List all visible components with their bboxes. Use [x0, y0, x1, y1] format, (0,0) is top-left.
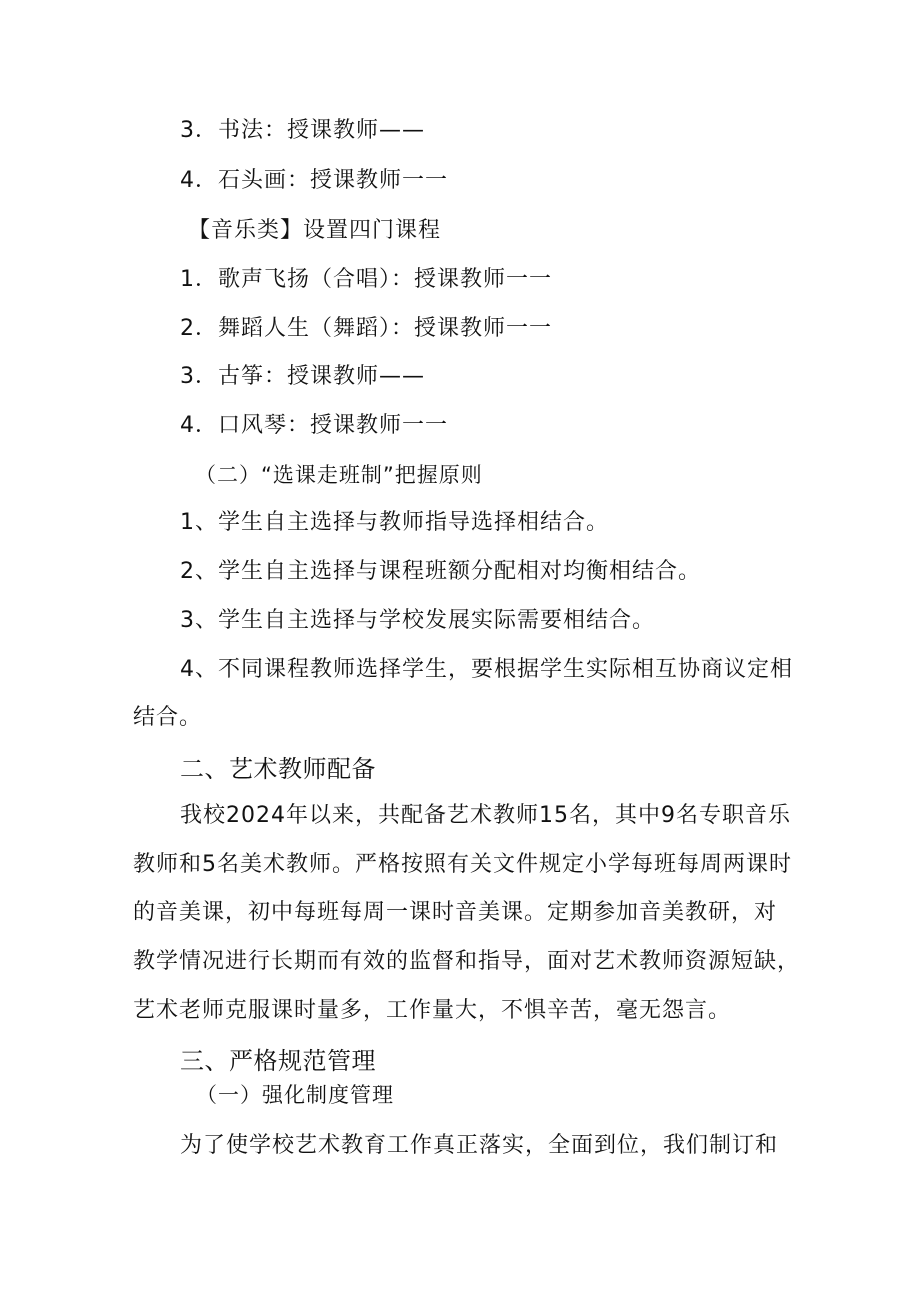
section-2-heading: 二、艺术教师配备 — [180, 755, 376, 783]
principle-item-4-line-1: 4、不同课程教师选择学生，要根据学生实际相互协商议定相 — [180, 657, 793, 682]
section-2-line-3: 的音美课，初中每班每周一课时音美课。定期参加音美教研，对 — [133, 900, 778, 925]
section-2-line-1: 我校2024年以来，共配备艺术教师15名，其中9名专职音乐 — [180, 803, 791, 828]
section-2-line-5: 艺术老师克服课时量多，工作量大，不惧辛苦，毫无怨言。 — [133, 998, 732, 1023]
principles-heading: （二）“选课走班制”把握原则 — [195, 463, 483, 487]
section-2-line-2: 教师和5名美术教师。严格按照有关文件规定小学每班每周两课时 — [133, 852, 792, 877]
art-course-item-3: 3．书法：授课教师—— — [180, 118, 425, 143]
principle-item-2: 2、学生自主选择与课程班额分配相对均衡相结合。 — [180, 559, 701, 584]
music-course-item-1: 1．歌声飞扬（合唱）：授课教师一一 — [180, 267, 552, 292]
music-course-item-4: 4．口风琴：授课教师一一 — [180, 413, 448, 438]
principle-item-3: 3、学生自主选择与学校发展实际需要相结合。 — [180, 608, 655, 633]
section-2-line-4: 教学情况进行长期而有效的监督和指导，面对艺术教师资源短缺， — [133, 949, 801, 974]
music-category-intro: 【音乐类】设置四门课程 — [188, 218, 442, 243]
section-3-line-1: 为了使学校艺术教育工作真正落实，全面到位，我们制订和 — [180, 1133, 779, 1158]
principle-item-1: 1、学生自主选择与教师指导选择相结合。 — [180, 510, 609, 535]
art-course-item-4: 4．石头画：授课教师一一 — [180, 168, 448, 193]
principle-item-4-line-2: 结合。 — [133, 705, 203, 730]
music-course-item-3: 3．古筝：授课教师—— — [180, 364, 425, 389]
music-course-item-2: 2．舞蹈人生（舞蹈）：授课教师一一 — [180, 316, 552, 341]
section-3-subheading: （一）强化制度管理 — [196, 1083, 394, 1107]
section-3-heading: 三、严格规范管理 — [180, 1047, 376, 1075]
